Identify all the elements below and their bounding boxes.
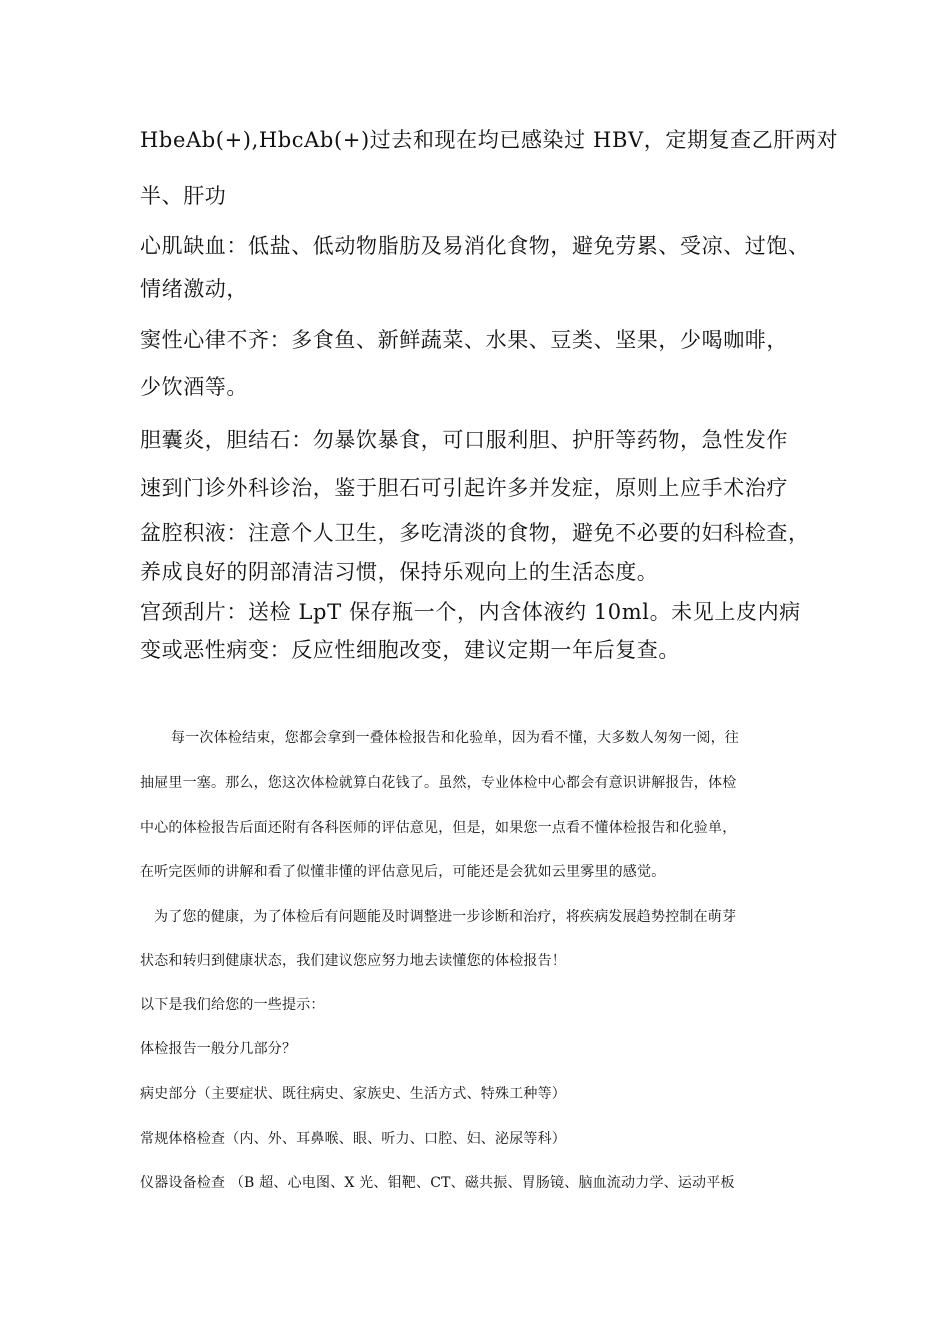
text-line: 每一次体检结束，您都会拿到一叠体检报告和化验单，因为看不懂，大多数人匆匆一阅，往 [171, 730, 739, 746]
text-line: 为了您的健康，为了体检后有问题能及时调整进一步诊断和治疗，将疾病发展趋势控制在萌芽 [154, 909, 737, 925]
text-line: 半、肝功 [140, 184, 227, 208]
text-line: 中心的体检报告后面还附有各科医师的评估意见，但是，如果您一点看不懂体检报告和化验单， [140, 820, 737, 836]
text-line: HbeAb(+),HbcAb(+)过去和现在均已感染过 HBV，定期复查乙肝两对 [140, 128, 839, 152]
text-line: 窦性心律不齐：多食鱼、新鲜蔬菜、水果、豆类、坚果，少喝咖啡， [140, 328, 788, 352]
text-line: 仪器设备检查 （B 超、心电图、X 光、钼靶、CT、磁共振、胃肠镜、脑血流动力学、运动平板 [140, 1175, 735, 1191]
text-line: 胆囊炎，胆结石：勿暴饮暴食，可口服利胆、护肝等药物，急性发作 [140, 428, 788, 452]
text-line: 心肌缺血：低盐、低动物脂肪及易消化食物，避免劳累、受凉、过饱、 [140, 234, 810, 258]
text-line: 常规体格检查（内、外、耳鼻喉、眼、听力、口腔、妇、泌尿等科） [140, 1131, 566, 1147]
text-line: 在听完医师的讲解和看了似懂非懂的评估意见后，可能还是会犹如云里雾里的感觉。 [140, 864, 666, 880]
text-line: 以下是我们给您的一些提示： [140, 997, 325, 1013]
text-line: 宫颈刮片：送检 LpT 保存瓶一个，内含体液约 10ml。未见上皮内病 [140, 600, 801, 624]
text-line: 变或恶性病变：反应性细胞改变，建议定期一年后复查。 [140, 638, 680, 662]
text-line: 抽屉里一塞。那么，您这次体检就算白花钱了。虽然，专业体检中心都会有意识讲解报告，体检 [140, 775, 737, 791]
text-line: 养成良好的阴部清洁习惯，保持乐观向上的生活态度。 [140, 560, 659, 584]
text-line: 情绪激动， [140, 277, 248, 301]
text-line: 病史部分（主要症状、既往病史、家族史、生活方式、特殊工种等） [140, 1086, 566, 1102]
text-line: 状态和转归到健康状态，我们建议您应努力地去读懂您的体检报告！ [140, 953, 566, 969]
text-line: 盆腔积液：注意个人卫生，多吃清淡的食物，避免不必要的妇科检查， [140, 521, 810, 545]
text-line: 速到门诊外科诊治，鉴于胆石可引起许多并发症，原则上应手术治疗 [140, 476, 788, 500]
text-line: 少饮酒等。 [140, 375, 248, 399]
text-line: 体检报告一般分几部分？ [140, 1041, 297, 1057]
